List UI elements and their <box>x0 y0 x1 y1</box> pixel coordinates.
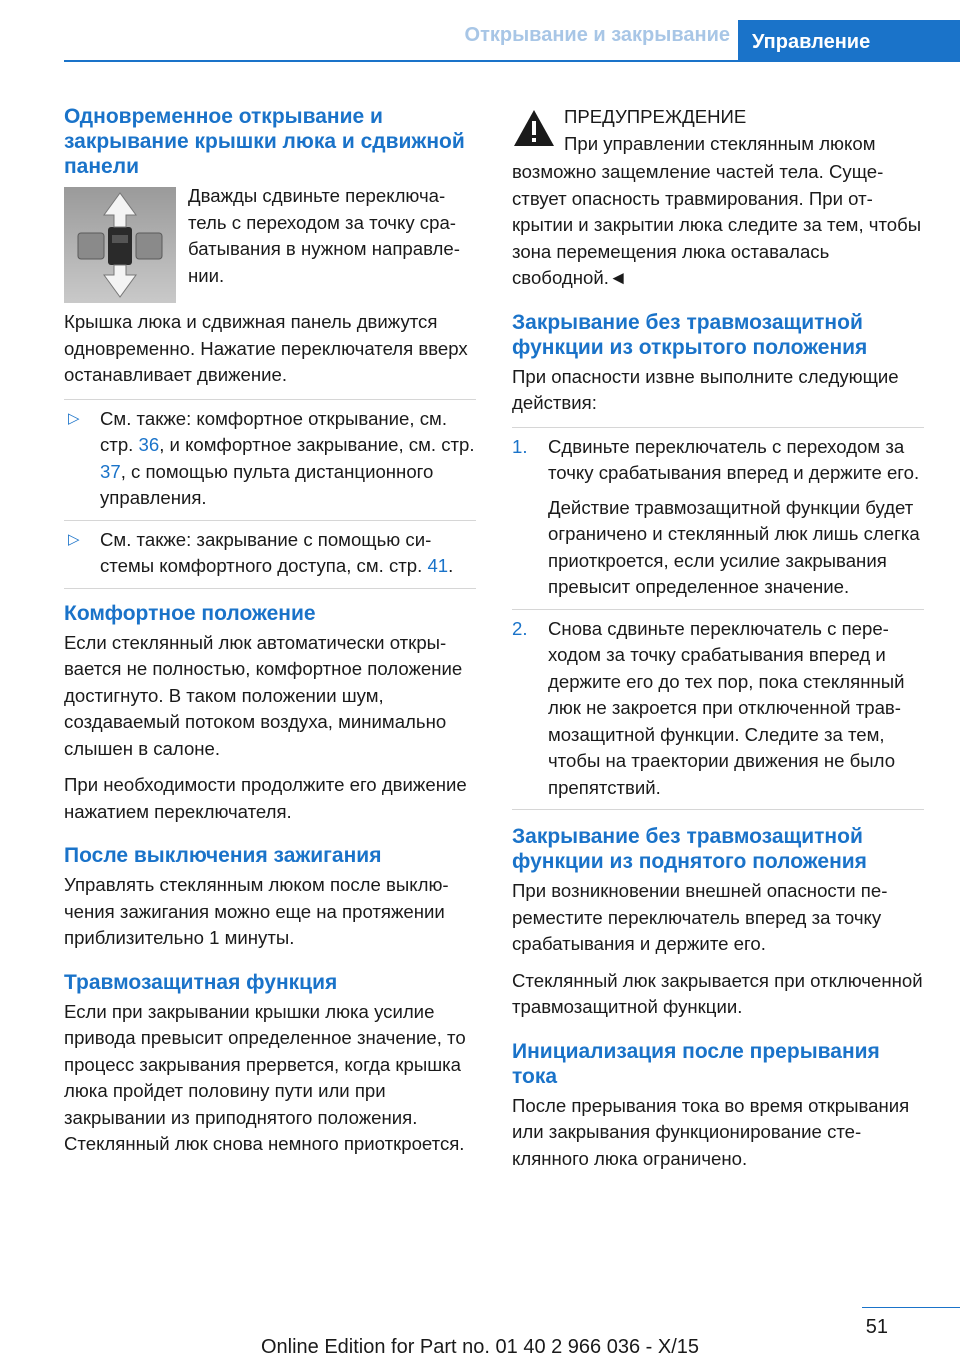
list-item <box>512 428 924 610</box>
paragraph: Если стеклянный люк автоматически открывается не полностью, комфортное положение достигнуто. В таком положении шум, создаваемый потоком воздуха, минимально слышен в салоне. <box>64 631 463 759</box>
numbered-list <box>512 427 924 811</box>
heading-initialization: Инициализация после прерывания тока <box>512 1039 880 1088</box>
header-rule <box>64 60 960 62</box>
heading-after-ignition-off: После выключения зажигания <box>64 844 382 867</box>
warning-line1: При управлении стеклянным люком <box>564 132 876 154</box>
step-number: 2. <box>512 617 528 639</box>
paragraph: Крышка люка и сдвижная панель движутся одновременно. Нажатие переключателя вверх останавливает движение. <box>64 311 468 385</box>
page-link-37[interactable]: 37 <box>100 460 121 482</box>
bullet-list <box>64 399 476 589</box>
warning-text: возможно защемление частей тела. Существует опасность травмирования. При открытии и закрытии люка следите за тем, чтобы зона перемещения люка оставалась свободной.◄ <box>512 161 922 288</box>
triangle-bullet-icon: ▷ <box>68 530 80 548</box>
paragraph: При возникновении внешней опасности переместите переключатель вперед за точку срабатывания и держите его. <box>512 880 888 954</box>
paragraph: Дважды сдвиньте переключатель с переходом за точку срабатывания в нужном направлении. <box>188 185 460 286</box>
step-number: 1. <box>512 435 528 457</box>
roof-switch-slide-arrows-icon <box>64 187 176 303</box>
step-text: Действие травмозащитной функции будет ограничено и стеклянный люк лишь слегка приоткроется, если усилие закрывания превысит определенное значение. <box>548 496 920 597</box>
footer-rule <box>862 1307 960 1308</box>
step-text: Сдвиньте переключатель с переходом за точку срабатывания вперед и держите его. <box>548 435 920 483</box>
list-item <box>512 610 924 811</box>
heading-anti-trap-function: Травмозащитная функция <box>64 970 338 994</box>
heading-close-from-open: Закрывание без травмозащитной функции из открытого положения <box>512 310 868 359</box>
list-item: ▷ См. также: комфортное открывание, см. стр. 36, и комфортное закрывание, см. стр. 37, с помощью пульта дистанционного управления. <box>64 400 476 521</box>
page-number: 51 <box>865 1316 888 1338</box>
left-column <box>64 104 476 1168</box>
warning-triangle-icon <box>512 108 556 148</box>
page-header <box>0 0 960 62</box>
paragraph: Если при закрывании крышки люка усилие привода превысит определенное значение, то процесс закрывания прервется, когда крышка люка пройдет половину пути или при закрывании из приподнятого положения. Стеклянный люк снова немного приоткроется. <box>64 1000 466 1154</box>
warning-box <box>512 104 924 292</box>
paragraph: При необходимости продолжите его движение нажатием переключателя. <box>64 774 467 822</box>
heading-close-from-raised: Закрывание без травмозащитной функции из поднятого положения <box>512 825 867 873</box>
section-tab[interactable]: Открывание и закрывание <box>464 24 730 46</box>
list-item: ▷ См. также: закрывание с помощью системы комфортного доступа, см. стр. 41. <box>64 521 476 589</box>
paragraph: Стеклянный люк закрывается при отключенной травмозащитной функции. <box>512 969 923 1017</box>
right-column <box>512 104 924 1182</box>
page-link-41[interactable]: 41 <box>427 555 449 576</box>
warning-title: ПРЕДУПРЕЖДЕНИЕ <box>564 106 747 127</box>
chapter-tab[interactable]: Управление <box>738 20 960 62</box>
step-text: Снова сдвиньте переключатель с переходом за точку срабатывания вперед и держите его до тех пор, пока стеклянный люк не закроется при отключенной травмозащитной функции. Следите за тем, чтобы на траектории движения не было препятствий. <box>548 617 905 798</box>
paragraph: После прерывания тока во время открывания или закрывания функционирование стеклянного люка ограничено. <box>512 1094 910 1169</box>
heading-comfort-position: Комфортное положение <box>64 601 316 625</box>
triangle-bullet-icon: ▷ <box>68 409 80 427</box>
paragraph: При опасности извне выполните следующие действия: <box>512 365 899 413</box>
edition-footer: Online Edition for Part no. 01 40 2 966 036 - X/15 <box>260 1336 700 1358</box>
paragraph: Управлять стеклянным люком после выключения зажигания можно еще на протяжении приблизительно 1 минуты. <box>64 874 449 948</box>
page-link-36[interactable]: 36 <box>138 434 160 455</box>
heading-simultaneous-open-close: Одновременное открывание и закрывание крышки люка и сдвижной панели <box>64 105 465 178</box>
